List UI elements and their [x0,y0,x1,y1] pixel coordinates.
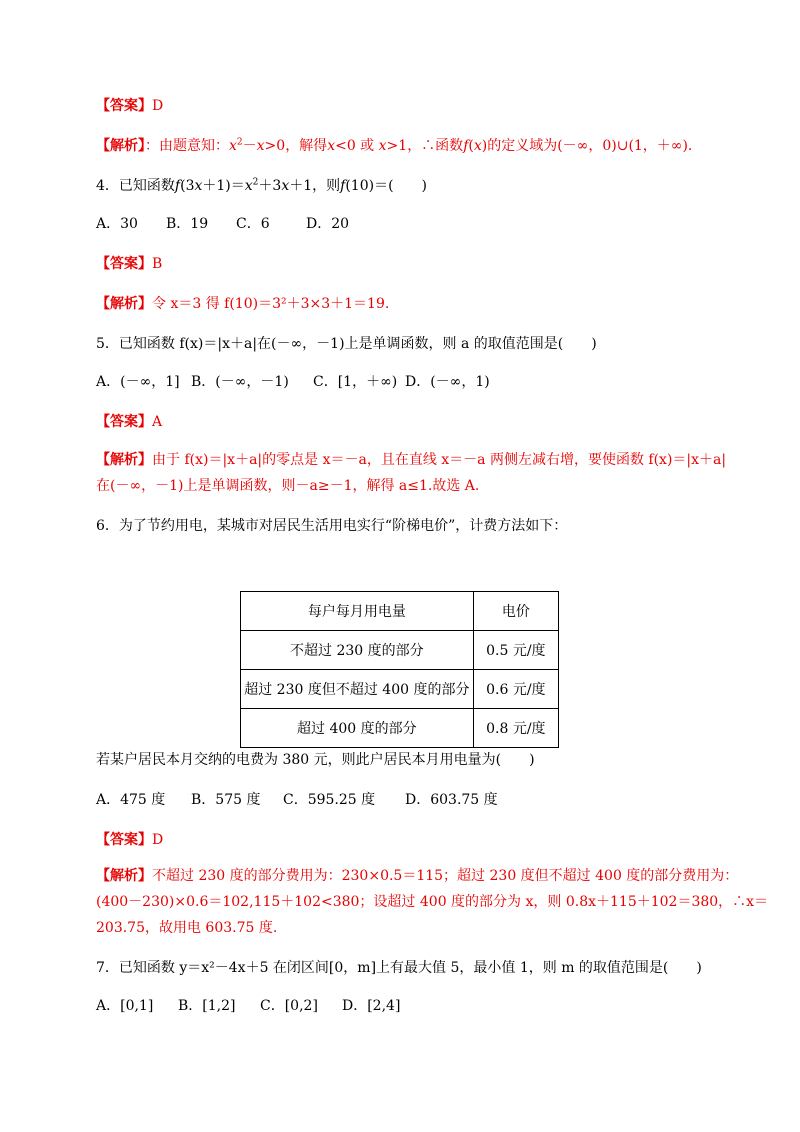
q6-options: A．475 度 B．575 度 C．595.25 度 D．603.75 度 [96,792,498,808]
q7-stem: 7．已知函数 y＝x²－4x＋5 在闭区间[0，m]上有最大值 5，最小值 1，则 m 的取值范围是( ) [96,960,702,976]
q6-stem-2: 若某户居民本月交纳的电费为 380 元，则此户居民本月用电量为( ) [96,752,535,768]
q6-stem: 6．为了节约用电，某城市对居民生活用电实行“阶梯电价”，计费方法如下： [96,518,568,534]
option-c: C．6 [236,216,270,232]
q4-analysis: 【解析】令 x＝3 得 f(10)＝3²＋3×3＋1＝19. [96,296,390,312]
answer-tag: 【答案】 [96,98,152,114]
q5-answer: 【答案】A [96,414,163,430]
q6-analysis-line1: 【解析】不超过 230 度的部分费用为：230×0.5＝115；超过 230 度但不超过 400 度的部分费用为： [96,868,739,884]
option-a: A．30 [96,216,138,232]
table-row: 超过 400 度的部分 0.8 元/度 [241,709,559,748]
q4-options [96,214,349,234]
q5-stem: 5．已知函数 f(x)＝|x＋a|在(－∞，－1)上是单调函数，则 a 的取值范围是( ) [96,336,597,352]
answer-value: D [152,98,164,114]
table-header: 每户每月用电量 [241,592,474,631]
table-row: 超过 230 度但不超过 400 度的部分 0.6 元/度 [241,670,559,709]
option-d: D．20 [306,216,350,232]
q3-answer [96,96,163,116]
q3-analysis: 【解析】：由题意知：$x^2-x>0$，解得x<0 或 x>1，∴函数f(x)的定义域为(－∞，0)∪(1，＋∞). [96,137,693,154]
q6-analysis-line3: 203.75，故用电 603.75 度. [96,920,278,936]
q5-analysis-line2: 在(－∞，－1)上是单调函数，则－a≥－1，解得 a≤1.故选 A. [96,478,480,494]
q6-answer: 【答案】D [96,832,164,848]
price-table [240,591,559,748]
table-header: 电价 [473,592,558,631]
analysis-tag: 【解析】 [96,138,145,154]
q7-options: A．[0,1] B．[1,2] C．[0,2] D．[2,4] [96,998,401,1014]
q5-options: A．(－∞，1] B．(－∞，－1) C．[1，＋∞) D．(－∞，1) [96,374,490,390]
q6-analysis-line2: (400－230)×0.6＝102,115＋102<380；设超过 400 度的部分为 x，则 0.8x＋115＋102＝380，∴x＝ [96,894,769,910]
option-b: B．19 [166,216,209,232]
q4-stem: 4．已知函数$f(3x+1)=x^2+3x+1$，则f(10)＝( ) [96,177,428,194]
table-header-row [241,592,559,631]
q4-answer: 【答案】B [96,256,163,272]
q5-analysis-line1: 【解析】由于 f(x)＝|x＋a|的零点是 x＝－a，且在直线 x＝－a 两侧左减右增，要使函数 f(x)＝|x＋a| [96,452,727,468]
table-row: 不超过 230 度的部分 0.5 元/度 [241,631,559,670]
